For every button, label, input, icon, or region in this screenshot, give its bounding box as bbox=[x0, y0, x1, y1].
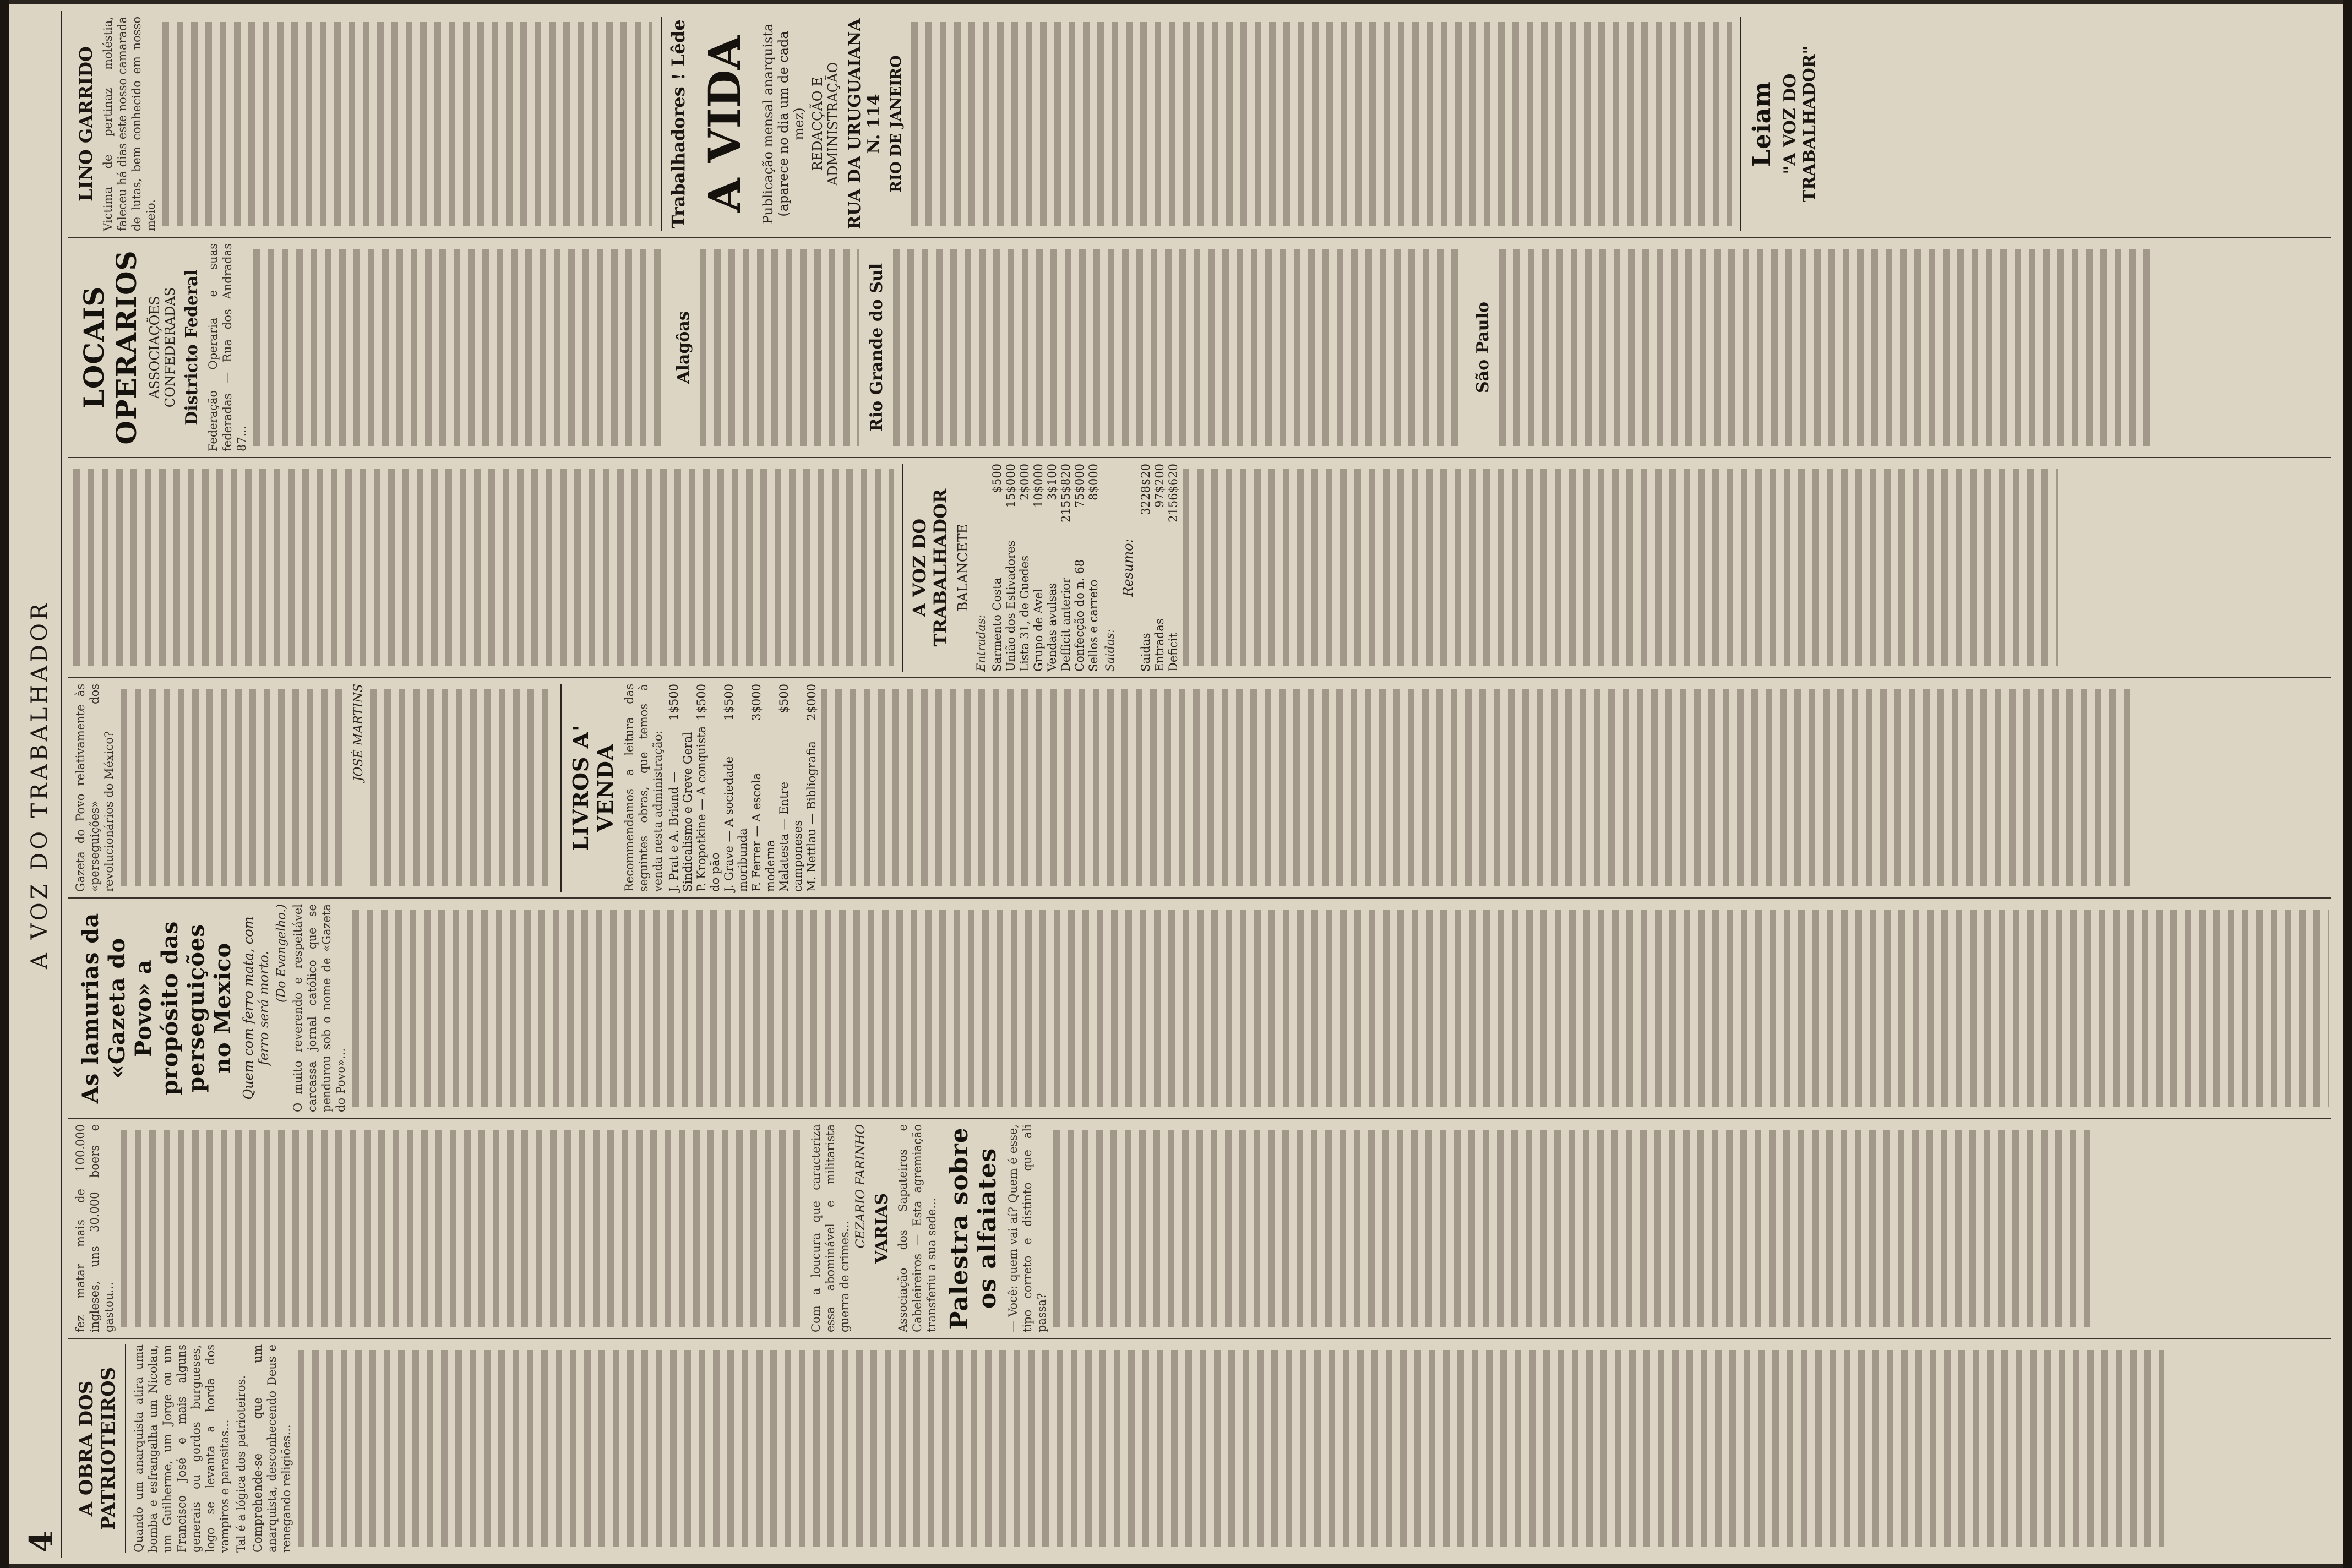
body-text-block bbox=[1180, 464, 2061, 672]
body-text-block bbox=[819, 684, 2140, 892]
ledger-row-value: 3$100 bbox=[1046, 464, 1059, 500]
scan-edge-left bbox=[0, 0, 9, 1568]
article-paragraph: Gazeta do Povo relativamente às «perseguições» dos revolucionários do México? bbox=[74, 684, 116, 892]
total-row-label: Entradas bbox=[1153, 618, 1166, 672]
article-signature: CEZARIO FARINHO bbox=[854, 1124, 868, 1249]
column-2 bbox=[68, 1118, 2331, 1338]
ad-paper-name: A VIDA bbox=[699, 35, 750, 213]
region-heading: Districto Federal bbox=[182, 269, 202, 426]
total-row bbox=[1167, 464, 1180, 672]
article-paragraph: Associação dos Sapateiros e Cabeleireiros — Esta agremiação transferiu a sua sede... bbox=[896, 1124, 938, 1332]
ledger-row-label: Defficit anterior bbox=[1059, 578, 1072, 672]
region-heading: Rio Grande do Sul bbox=[867, 263, 886, 432]
ledger-entries bbox=[990, 464, 1101, 672]
book-item bbox=[722, 684, 750, 892]
book-item-label: J. Prat e A. Briand — Sindicalismo e Greve Geral bbox=[667, 732, 694, 892]
book-item-label: F. Ferrer — A escola moderna bbox=[750, 772, 777, 892]
body-text-block bbox=[296, 1344, 2168, 1553]
ledger-row bbox=[990, 464, 1004, 672]
article-paragraph: Tal é a lógica dos patrioteiros. bbox=[235, 1375, 248, 1553]
book-list bbox=[667, 684, 819, 892]
ad-title: Trabalhadores ! Lêde bbox=[668, 19, 689, 228]
section-title: LIVROS A' VENDA bbox=[568, 725, 618, 851]
ledger-row bbox=[1046, 464, 1059, 672]
total-row bbox=[1153, 464, 1167, 672]
ad-street: RUA DA URUGUAIANA N. 114 bbox=[845, 18, 884, 230]
footnotes-block bbox=[368, 684, 555, 892]
article-headline: Palestra sobre os alfaiates bbox=[945, 1127, 1001, 1330]
article-paragraph: O muito reverendo e respeitável carcassa jornal católico que se pendurou sob o nome de «Gazeta do Povo»... bbox=[291, 904, 347, 1112]
ledger-totals bbox=[1139, 464, 1180, 672]
ledger-row bbox=[1004, 464, 1018, 672]
column-5 bbox=[68, 457, 2331, 677]
article-headline: As lamurias da «Gazeta do Povo» a propósito das perseguições no Mexico bbox=[78, 912, 236, 1104]
ad-address-label: REDACÇÃO E ADMINISTRAÇÃO bbox=[810, 62, 841, 186]
article-signature: JOSÉ MARTINS bbox=[352, 684, 366, 782]
section-title: VARIAS bbox=[872, 1193, 891, 1264]
article-paragraph: Victima de pertinaz moléstia, faleceu há dias este nosso camarada de lutas, bem conhecido em nosso meio. bbox=[101, 17, 157, 231]
ledger-row-value: 75$000 bbox=[1073, 464, 1086, 508]
ledger-row-label: Lista 31, de Guedes bbox=[1018, 555, 1031, 672]
ledger-row bbox=[1059, 464, 1073, 672]
book-item bbox=[750, 684, 777, 892]
book-item-value: $500 bbox=[777, 684, 791, 714]
ledger-row bbox=[1032, 464, 1046, 672]
ledger-row-label: Confecção do n. 68 bbox=[1073, 559, 1086, 672]
total-row bbox=[1139, 464, 1153, 672]
ad-city: RIO DE JANEIRO bbox=[888, 55, 905, 193]
columns bbox=[68, 11, 2331, 1558]
body-text-block bbox=[350, 904, 2331, 1112]
ledger-summary-label: Resumo: bbox=[1120, 538, 1136, 597]
section-title: LOCAIS OPERARIOS bbox=[78, 250, 143, 445]
section-title: LINO GARRIDO bbox=[75, 46, 96, 202]
article-paragraph: — Você: quem vai aí? Quem é esse, tipo correto e distinto que ali passa? bbox=[1006, 1124, 1048, 1332]
body-text-block bbox=[1051, 1124, 2097, 1332]
book-item-value: 1$500 bbox=[722, 684, 736, 721]
book-item bbox=[695, 684, 722, 892]
divider bbox=[1740, 17, 1741, 231]
article-paragraph: Federação Operaria e suas federadas — Rua dos Andradas 87... bbox=[206, 243, 248, 451]
column-1 bbox=[68, 1338, 2331, 1558]
ledger-row-label: Vendas avulsas bbox=[1046, 582, 1059, 672]
ledger-row bbox=[1073, 464, 1087, 672]
section-subtitle: ASSOCIAÇÕES CONFEDERADAS bbox=[147, 287, 178, 408]
divider bbox=[125, 1344, 126, 1553]
region-heading: Alagôas bbox=[674, 311, 693, 384]
total-row-value: 3228$20 bbox=[1139, 464, 1152, 515]
ledger-label: Saidas: bbox=[1103, 629, 1117, 672]
body-text-block bbox=[698, 243, 863, 451]
scan-edge-right bbox=[2343, 0, 2352, 1568]
book-item bbox=[805, 684, 819, 892]
body-text-block bbox=[909, 17, 1735, 231]
book-item-value: 1$500 bbox=[667, 684, 680, 721]
body-text-block bbox=[118, 1124, 807, 1332]
body-text-block bbox=[891, 243, 1469, 451]
ledger-row-value: 15$000 bbox=[1004, 464, 1017, 508]
ledger-row-label: União dos Estivadores bbox=[1004, 540, 1017, 672]
total-row-label: Saidas bbox=[1139, 633, 1152, 672]
book-item-value: 3$000 bbox=[750, 684, 763, 721]
article-epigraph: Quem com ferro mata, com ferro será morto. bbox=[241, 916, 271, 1100]
article-paragraph: Com a loucura que caracteriza essa abominável e militarista guerra de crimes... bbox=[809, 1124, 851, 1332]
newspaper-page bbox=[9, 4, 2343, 1564]
article-paragraph: Recommendamos a leitura das seguintes obras, que temos à venda nesta administração: bbox=[623, 684, 665, 892]
article-epigraph-source: (Do Evangelho.) bbox=[275, 904, 288, 1003]
column-6 bbox=[68, 237, 2331, 457]
ledger-label: Entradas: bbox=[974, 614, 988, 672]
section-subtitle: BALANCETE bbox=[955, 524, 971, 612]
footer-title: "A VOZ DO TRABALHADOR" bbox=[1781, 45, 1819, 203]
column-4 bbox=[68, 677, 2331, 897]
page-header bbox=[17, 11, 63, 1558]
divider bbox=[661, 17, 662, 231]
total-row-label: Deficit bbox=[1167, 633, 1180, 672]
ledger-row-label: Grupo de Avel bbox=[1032, 589, 1045, 672]
ledger-row-label: Sarmento Costa bbox=[990, 577, 1004, 672]
book-item-value: 2$000 bbox=[805, 684, 818, 721]
book-item bbox=[667, 684, 695, 892]
ledger-row-value: $500 bbox=[990, 464, 1004, 493]
body-text-block bbox=[118, 684, 350, 892]
body-text-block bbox=[1497, 243, 2158, 451]
body-text-block bbox=[71, 464, 897, 672]
region-heading: São Paulo bbox=[1473, 302, 1493, 393]
ledger-row bbox=[1018, 464, 1032, 672]
ledger-row-value: 2155$820 bbox=[1059, 464, 1072, 522]
article-title: A OBRA DOS PATRIOTEIROS bbox=[75, 1366, 119, 1531]
book-item-label: P. Kropotkine — A conquista do pão bbox=[695, 726, 722, 892]
body-text-block bbox=[160, 17, 656, 231]
total-row-value: 2156$620 bbox=[1167, 464, 1180, 522]
book-item-label: Malatesta — Entre camponeses bbox=[777, 782, 804, 892]
ad-description: Publicação mensal anarquista (aparece no dia um de cada mez) bbox=[760, 23, 807, 225]
book-item-label: M. Nettlau — Bibliografia bbox=[805, 741, 818, 892]
ledger-row-value: 10$000 bbox=[1032, 464, 1045, 508]
section-title: A VOZ DO TRABALHADOR bbox=[909, 488, 951, 647]
divider bbox=[902, 464, 903, 672]
divider bbox=[560, 684, 562, 892]
page-number: 4 bbox=[23, 1530, 60, 1553]
total-row-value: 97$200 bbox=[1153, 464, 1166, 508]
article-paragraph: fez matar mais de 100.000 ingleses, uns 30.000 boers e gastou... bbox=[74, 1124, 116, 1332]
ledger-row-value: 8$000 bbox=[1087, 464, 1100, 500]
book-item-label: J. Grave — A sociedade moribunda bbox=[722, 756, 749, 892]
ledger-row bbox=[1087, 464, 1101, 672]
body-text-block bbox=[251, 243, 669, 451]
ledger-row-value: 2$000 bbox=[1018, 464, 1031, 500]
article-paragraph: Quando um anarquista atira uma bomba e esfrangalha um Nicolau, um Guilherme, um Jorge ou um Francisco José e mais alguns generais ou gordos burgueses, logo se levanta a horda dos vampiros e parasitas... bbox=[132, 1344, 231, 1553]
column-7 bbox=[68, 11, 2331, 237]
rotated-page-content bbox=[17, 11, 2335, 1558]
ledger-row-label: Sellos e carreto bbox=[1087, 579, 1100, 672]
book-item-value: 1$500 bbox=[695, 684, 708, 721]
footer-label: Leiam bbox=[1748, 81, 1776, 167]
newspaper-name: A VOZ DO TRABALHADOR bbox=[27, 600, 52, 969]
book-item bbox=[777, 684, 805, 892]
column-3 bbox=[68, 897, 2331, 1118]
article-paragraph: Comprehende-se que um anarquista, desconhecendo Deus e renegando religiões... bbox=[251, 1344, 293, 1553]
